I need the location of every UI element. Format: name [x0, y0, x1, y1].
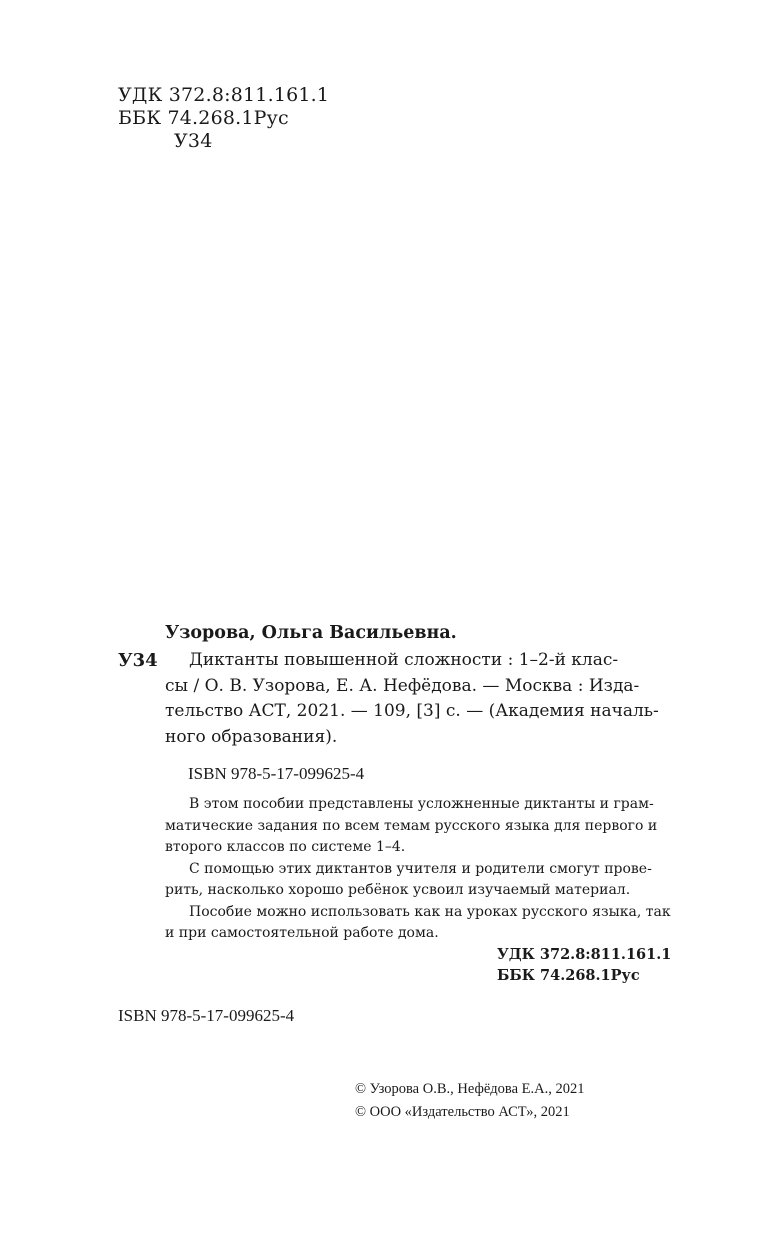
annotation [165, 794, 695, 945]
bib-line: ного образования). [165, 726, 338, 747]
author-mark: У34 [174, 130, 213, 152]
annotation-line: второго классов по системе 1–4. [165, 839, 406, 855]
bib-line: тельство АСТ, 2021. — 109, [3] с. — (Академия началь- [165, 701, 659, 721]
annotation-paragraph [165, 794, 695, 859]
annotation-line: матические задания по всем темам русского языка для первого и [165, 817, 658, 834]
udk-code: УДК 372.8:811.161.1 [118, 84, 330, 106]
bbk-code: ББК 74.268.1Рус [118, 107, 289, 129]
bibliographic-description [165, 648, 695, 750]
annotation-line: С помощью этих диктантов учителя и родители смогут прове- [189, 860, 652, 877]
bbk-code: ББК 74.268.1Рус [497, 967, 640, 984]
copyright-publisher: © ООО «Издательство АСТ», 2021 [355, 1104, 570, 1120]
annotation-paragraph [165, 859, 695, 902]
shelf-code: У34 [118, 650, 158, 671]
annotation-line: и при самостоятельной работе дома. [165, 925, 439, 941]
annotation-classification-codes [497, 944, 671, 986]
classification-codes [118, 84, 329, 153]
isbn-footer: ISBN 978-5-17-099625-4 [118, 1006, 295, 1025]
annotation-line: Пособие можно использовать как на уроках русского языка, так [189, 903, 671, 920]
author-heading: Узорова, Ольга Васильевна. [165, 623, 457, 643]
udk-code: УДК 372.8:811.161.1 [497, 946, 672, 963]
bib-line: Диктанты повышенной сложности : 1–2-й клас- [189, 650, 619, 670]
copyright-block [355, 1078, 584, 1124]
isbn-record: ISBN 978-5-17-099625-4 [188, 764, 365, 783]
annotation-paragraph [165, 902, 695, 945]
annotation-line: В этом пособии представлены усложненные диктанты и грам- [189, 796, 654, 812]
annotation-line: рить, насколько хорошо ребёнок усвоил изучаемый материал. [165, 882, 631, 898]
copyright-authors: © Узорова О.В., Нефёдова Е.А., 2021 [355, 1081, 585, 1097]
bib-line: сы / О. В. Узорова, Е. А. Нефёдова. — Москва : Изда- [165, 675, 640, 696]
